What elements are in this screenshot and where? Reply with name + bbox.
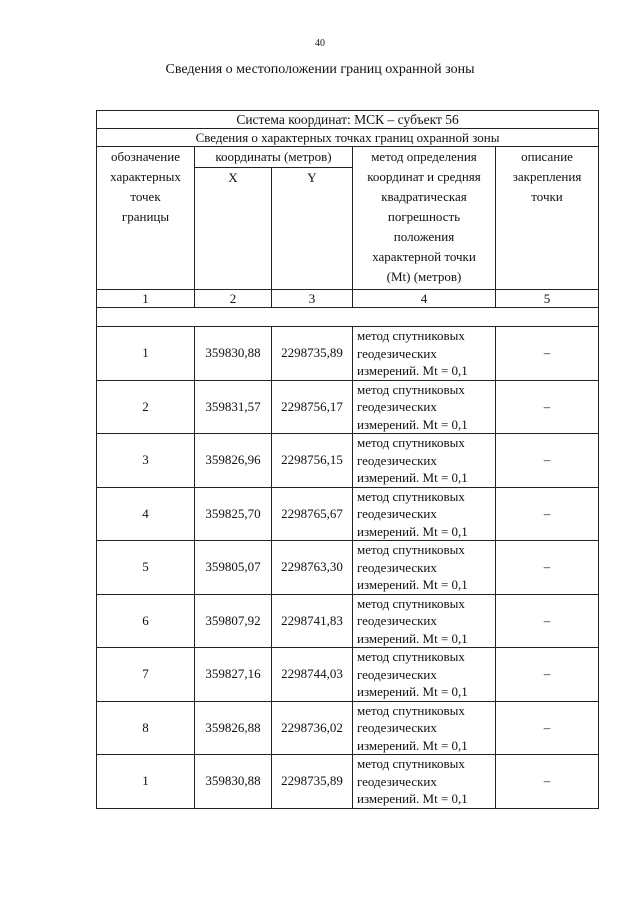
column-number: 2: [195, 290, 272, 308]
method-line: измерений. Mt = 0,1: [357, 737, 468, 753]
y-coordinate-cell: 2298735,89: [272, 327, 353, 381]
header-description-line: точки: [531, 189, 563, 204]
description-cell: –: [496, 327, 599, 381]
table-row: [97, 434, 599, 488]
header-method-line: погрешность: [387, 209, 461, 224]
method-line: измерений. Mt = 0,1: [357, 577, 468, 592]
point-number-cell: 3: [97, 434, 195, 488]
x-coordinate-cell: 359830,88: [195, 327, 272, 381]
table-row: [97, 380, 599, 434]
method-line: геодезических: [357, 452, 437, 468]
y-coordinate-cell: 2298756,15: [272, 434, 353, 488]
method-line: измерений. Mt = 0,1: [357, 416, 468, 432]
method-line: измерений. Mt = 0,1: [357, 523, 468, 539]
point-number-cell: 5: [97, 541, 195, 595]
table-row: [97, 701, 599, 755]
header-designation-line: границы: [121, 209, 170, 224]
method-line: измерений. Mt = 0,1: [357, 630, 468, 646]
x-coordinate-cell: 359827,16: [195, 648, 272, 702]
description-cell: –: [496, 434, 599, 488]
y-coordinate-cell: 2298763,30: [272, 541, 353, 595]
method-cell: [353, 701, 496, 755]
spacer-row: [97, 308, 599, 327]
header-y: Y: [272, 168, 353, 290]
method-line: метод спутниковых: [357, 542, 465, 557]
header-designation-line: точек: [130, 189, 161, 204]
point-number-cell: 1: [97, 327, 195, 381]
header-method-line: (Mt) (метров): [386, 269, 462, 284]
method-line: измерений. Mt = 0,1: [357, 684, 468, 699]
method-line: метод спутниковых: [357, 702, 465, 718]
x-coordinate-cell: 359826,88: [195, 701, 272, 755]
header-method-line: координат и средняя: [367, 169, 481, 184]
column-number: 4: [353, 290, 496, 308]
method-line: измерений. Mt = 0,1: [357, 470, 468, 485]
header-description: [496, 147, 599, 290]
page-number: 40: [315, 38, 325, 49]
column-number: 5: [496, 290, 599, 308]
method-line: геодезических: [357, 720, 437, 735]
method-cell: [353, 434, 496, 488]
header-method-line: характерной точки: [372, 249, 476, 264]
method-cell: [353, 541, 496, 595]
point-number-cell: 6: [97, 594, 195, 648]
header-method: [353, 147, 496, 290]
point-number-cell: 4: [97, 487, 195, 541]
x-coordinate-cell: 359807,92: [195, 594, 272, 648]
method-line: метод спутниковых: [357, 328, 465, 343]
table-row: [97, 594, 599, 648]
method-line: метод спутниковых: [357, 756, 465, 771]
y-coordinate-cell: 2298744,03: [272, 648, 353, 702]
header-designation-line: характерных: [110, 169, 181, 184]
y-coordinate-cell: 2298756,17: [272, 380, 353, 434]
x-coordinate-cell: 359831,57: [195, 380, 272, 434]
description-cell: –: [496, 541, 599, 595]
table-row: [97, 648, 599, 702]
point-number-cell: 1: [97, 755, 195, 809]
table-row: [97, 755, 599, 809]
x-coordinate-cell: 359826,96: [195, 434, 272, 488]
table-row: [97, 487, 599, 541]
boundary-points-table: [96, 110, 599, 809]
points-section-header: Сведения о характерных точках границ охранной зоны: [97, 129, 599, 147]
document-title: Сведения о местоположении границ охранной зоны: [165, 62, 475, 77]
method-line: метод спутниковых: [357, 381, 465, 397]
method-cell: [353, 594, 496, 648]
method-line: геодезических: [357, 399, 437, 414]
header-designation: [97, 147, 195, 290]
method-cell: [353, 380, 496, 434]
header-description-line: описание: [521, 149, 573, 164]
header-coordinates: координаты (метров): [195, 147, 353, 168]
method-cell: [353, 755, 496, 809]
method-line: измерений. Mt = 0,1: [357, 791, 468, 806]
point-number-cell: 2: [97, 380, 195, 434]
y-coordinate-cell: 2298765,67: [272, 487, 353, 541]
description-cell: –: [496, 648, 599, 702]
table-row: [97, 541, 599, 595]
x-coordinate-cell: 359805,07: [195, 541, 272, 595]
header-description-line: закрепления: [512, 169, 582, 184]
column-number: 1: [97, 290, 195, 308]
y-coordinate-cell: 2298735,89: [272, 755, 353, 809]
method-line: метод спутниковых: [357, 595, 465, 611]
column-number: 3: [272, 290, 353, 308]
method-line: измерений. Mt = 0,1: [357, 363, 468, 378]
table-row: [97, 327, 599, 381]
header-x: X: [195, 168, 272, 290]
x-coordinate-cell: 359830,88: [195, 755, 272, 809]
y-coordinate-cell: 2298741,83: [272, 594, 353, 648]
method-line: геодезических: [357, 613, 437, 628]
method-line: геодезических: [357, 506, 437, 521]
header-method-line: положения: [393, 229, 455, 244]
description-cell: –: [496, 701, 599, 755]
x-coordinate-cell: 359825,70: [195, 487, 272, 541]
description-cell: –: [496, 594, 599, 648]
header-method-line: квадратическая: [381, 189, 467, 204]
method-line: геодезических: [357, 559, 437, 575]
method-cell: [353, 648, 496, 702]
method-line: метод спутниковых: [357, 435, 465, 450]
header-designation-line: обозначение: [111, 149, 180, 164]
description-cell: –: [496, 487, 599, 541]
method-line: метод спутниковых: [357, 488, 465, 504]
description-cell: –: [496, 755, 599, 809]
method-cell: [353, 327, 496, 381]
point-number-cell: 8: [97, 701, 195, 755]
method-line: геодезических: [357, 345, 437, 361]
header-method-line: метод определения: [371, 149, 477, 164]
method-cell: [353, 487, 496, 541]
description-cell: –: [496, 380, 599, 434]
method-line: метод спутниковых: [357, 649, 465, 664]
method-line: геодезических: [357, 773, 437, 789]
method-line: геодезических: [357, 666, 437, 682]
point-number-cell: 7: [97, 648, 195, 702]
y-coordinate-cell: 2298736,02: [272, 701, 353, 755]
coordinate-system-header: Система координат: МСК – субъект 56: [97, 111, 599, 129]
